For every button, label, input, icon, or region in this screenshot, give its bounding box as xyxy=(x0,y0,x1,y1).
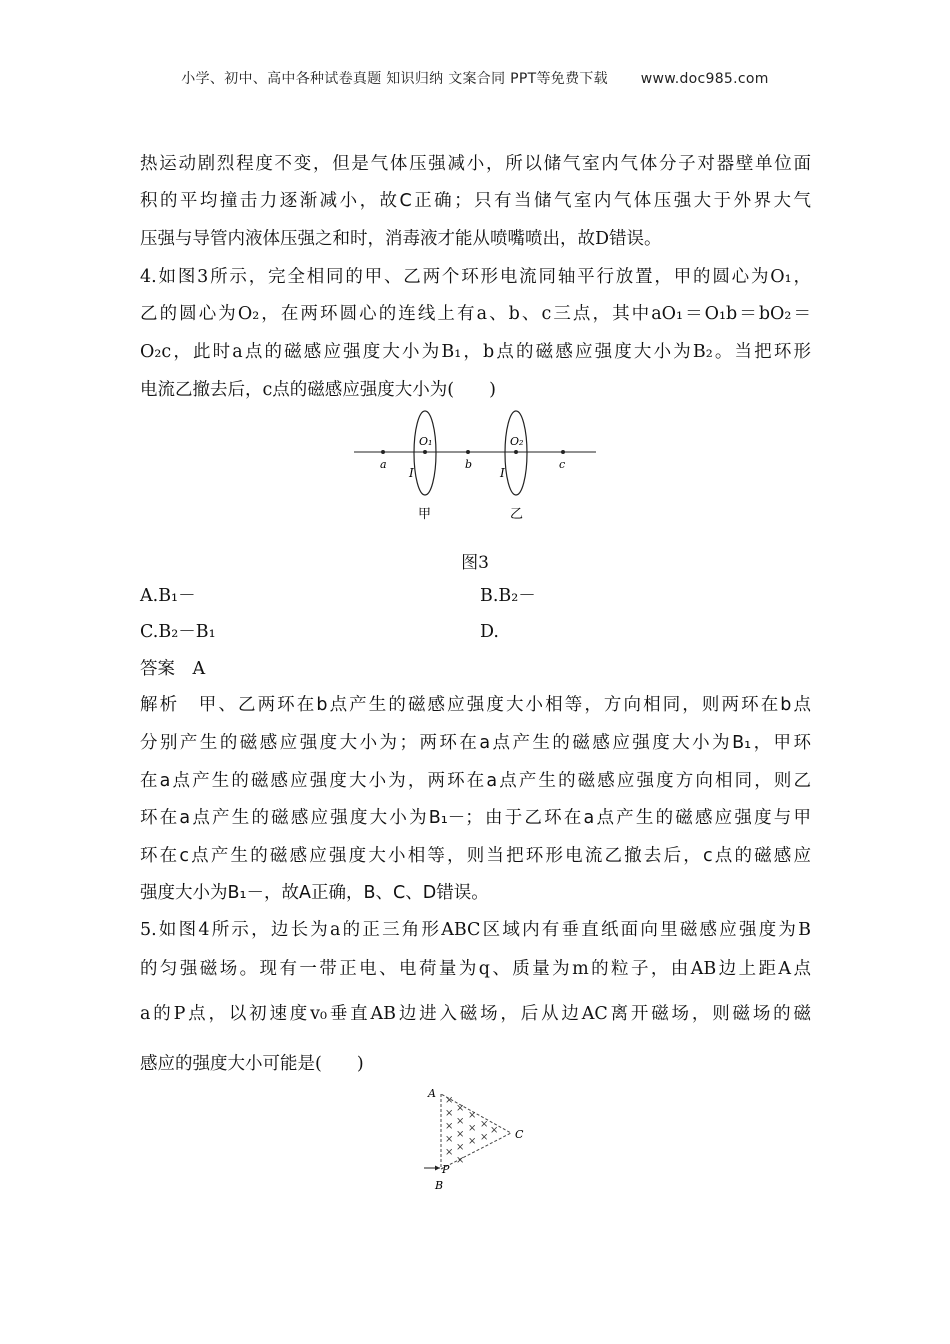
field-cross: × xyxy=(490,1125,499,1136)
point-b-dot xyxy=(466,450,470,454)
label-B: B xyxy=(435,1179,444,1192)
label-jia: 甲 xyxy=(418,507,432,522)
field-cross: × xyxy=(456,1116,465,1127)
label-c: c xyxy=(559,458,566,471)
label-b: b xyxy=(465,458,473,471)
label-o2: O₂ xyxy=(510,435,524,448)
field-cross: × xyxy=(456,1103,465,1114)
field-cross: × xyxy=(445,1134,454,1145)
velocity-arrow-head xyxy=(435,1166,440,1171)
page-header xyxy=(0,68,950,88)
label-yi: 乙 xyxy=(510,507,524,522)
label-C: C xyxy=(515,1128,524,1141)
field-cross: × xyxy=(456,1155,465,1166)
q4-line-1: 4.如图3所示，完全相同的甲、乙两个环形电流同轴平行放置，甲的圆心为O₁， xyxy=(140,267,811,287)
figure-3-caption: 图3 xyxy=(461,553,489,573)
q5-line-4: 感应的强度大小可能是( ) xyxy=(140,1054,364,1074)
point-o1-dot xyxy=(423,450,427,454)
analysis-line-1: 解析 甲、乙两环在b点产生的磁感应强度大小相等，方向相同，则两环在b点 xyxy=(140,695,811,715)
label-P: P xyxy=(442,1163,450,1176)
option-c: C.B₂－B₁ xyxy=(140,622,216,642)
field-cross: × xyxy=(445,1121,454,1132)
label-current-jia: I xyxy=(409,466,414,480)
text-line-1: 热运动剧烈程度不变，但是气体压强减小，所以储气室内气体分子对器壁单位面 xyxy=(140,154,811,174)
field-cross: × xyxy=(445,1147,454,1158)
analysis-line-6: 强度大小为B₁－，故A正确，B、C、D错误。 xyxy=(140,883,489,903)
q4-line-4: 电流乙撤去后，c点的磁感应强度大小为( ) xyxy=(140,380,496,400)
q4-line-2: 乙的圆心为O₂，在两环圆心的连线上有a、b、c三点，其中aO₁＝O₁b＝bO₂＝ xyxy=(140,304,811,324)
field-cross: × xyxy=(445,1108,454,1119)
label-current-yi: I xyxy=(500,466,505,480)
point-c-dot xyxy=(561,450,565,454)
q5-line-1: 5.如图4所示，边长为a的正三角形ABC区域内有垂直纸面向里磁感应强度为B xyxy=(140,920,811,940)
field-cross: × xyxy=(445,1095,454,1106)
analysis-line-4: 环在a点产生的磁感应强度大小为B₁－；由于乙环在a点产生的磁感应强度与甲 xyxy=(140,808,811,828)
q5-line-3: a的P点，以初速度v₀垂直AB边进入磁场，后从边AC离开磁场，则磁场的磁 xyxy=(140,1004,811,1024)
option-d: D. xyxy=(480,622,499,642)
field-cross: × xyxy=(468,1110,477,1121)
field-cross: × xyxy=(456,1129,465,1140)
option-b: B.B₂－ xyxy=(480,586,536,606)
analysis-line-2: 分别产生的磁感应强度大小为；两环在a点产生的磁感应强度大小为B₁，甲环 xyxy=(140,733,811,753)
text-line-2: 积的平均撞击力逐渐减小，故C正确；只有当储气室内气体压强大于外界大气 xyxy=(140,191,811,211)
header-url[interactable]: www.doc985.com xyxy=(640,71,769,87)
text-line-3: 压强与导管内液体压强之和时，消毒液才能从喷嘴喷出，故D错误。 xyxy=(140,229,662,249)
header-text: 小学、初中、高中各种试卷真题 知识归纳 文案合同 PPT等免费下载 xyxy=(181,71,608,87)
point-o2-dot xyxy=(514,450,518,454)
field-cross: × xyxy=(468,1123,477,1134)
field-cross: × xyxy=(468,1136,477,1147)
option-a: A.B₁－ xyxy=(140,586,196,606)
analysis-line-5: 环在c点产生的磁感应强度大小相等，则当把环形电流乙撤去后，c点的磁感应 xyxy=(140,846,811,866)
field-crosses xyxy=(445,1095,498,1166)
figure-4-diagram xyxy=(418,1083,530,1195)
answer-line: 答案 A xyxy=(140,659,206,679)
label-A: A xyxy=(428,1087,436,1100)
q4-line-3: O₂c，此时a点的磁感应强度大小为B₁，b点的磁感应强度大小为B₂。当把环形 xyxy=(140,342,811,362)
figure-3-diagram xyxy=(350,410,602,528)
q5-line-2: 的匀强磁场。现有一带正电、电荷量为q、质量为m的粒子，由AB边上距A点 xyxy=(140,959,811,979)
field-cross: × xyxy=(456,1142,465,1153)
analysis-line-3: 在a点产生的磁感应强度大小为，两环在a点产生的磁感应强度方向相同，则乙 xyxy=(140,771,811,791)
field-cross: × xyxy=(480,1119,489,1130)
point-a-dot xyxy=(381,450,385,454)
label-o1: O₁ xyxy=(419,435,433,448)
label-a: a xyxy=(380,458,387,471)
field-cross: × xyxy=(480,1132,489,1143)
